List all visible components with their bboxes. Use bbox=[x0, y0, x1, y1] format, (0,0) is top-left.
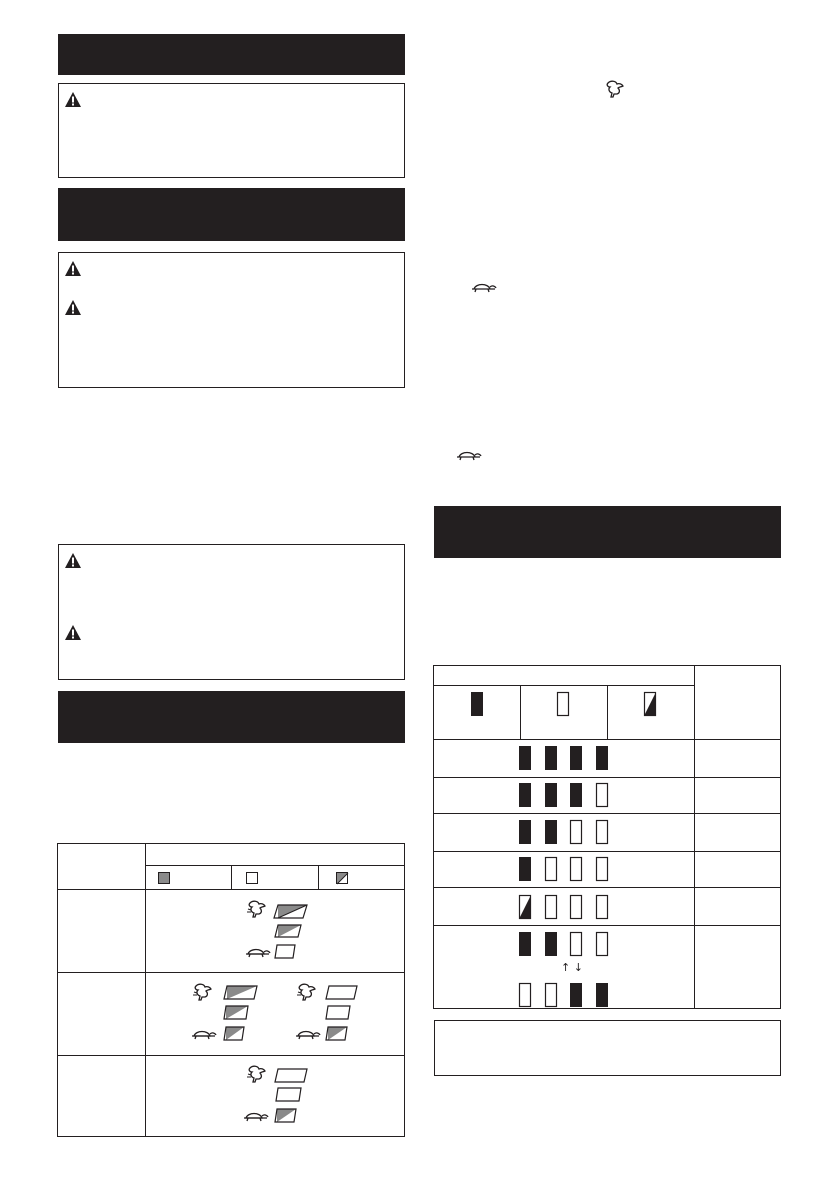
indicator-half-gray bbox=[224, 986, 257, 999]
section-header-bar-1 bbox=[58, 34, 405, 75]
warning-icon bbox=[65, 625, 81, 640]
warning-box-3 bbox=[58, 544, 405, 680]
indicator-half-gray bbox=[275, 1109, 296, 1122]
indicator-white bbox=[276, 1088, 301, 1101]
legend-blinking-lamp bbox=[644, 692, 656, 716]
indicator-half-gray bbox=[224, 1006, 248, 1019]
legend-lit-lamp bbox=[471, 692, 483, 716]
battery-row bbox=[519, 783, 608, 807]
section-header-bar-2 bbox=[58, 188, 405, 241]
indicator-half-gray bbox=[224, 1027, 244, 1040]
alternating-arrows: ↑ ↓ bbox=[561, 961, 583, 974]
section-header-bar-4 bbox=[434, 506, 781, 558]
legend-half-swatch bbox=[337, 873, 349, 885]
indicator-white bbox=[326, 1006, 350, 1019]
warning-box-1 bbox=[58, 83, 405, 178]
legend-white-swatch bbox=[247, 873, 258, 884]
indicator-white bbox=[275, 945, 295, 958]
warning-icon bbox=[65, 261, 81, 276]
turtle-icon bbox=[471, 280, 497, 294]
indicator-white bbox=[326, 986, 357, 999]
legend-off-lamp bbox=[558, 693, 569, 716]
warning-box-2 bbox=[58, 252, 405, 388]
rabbit-icon bbox=[605, 80, 627, 100]
indicator-half-gray bbox=[274, 905, 307, 918]
battery-indicator-table bbox=[433, 665, 783, 1010]
turtle-icon bbox=[456, 448, 482, 462]
warning-icon bbox=[65, 553, 81, 568]
section-header-bar-3 bbox=[58, 691, 405, 743]
indicator-half-gray bbox=[275, 925, 301, 937]
battery-row bbox=[519, 746, 608, 770]
battery-row bbox=[519, 820, 608, 844]
warning-icon bbox=[65, 300, 81, 315]
note-box bbox=[434, 1020, 781, 1076]
battery-row bbox=[519, 857, 608, 881]
battery-row bbox=[519, 932, 608, 1007]
mode-indicator-table bbox=[57, 843, 407, 1138]
indicator-half-gray bbox=[326, 1027, 347, 1040]
legend-gray-swatch bbox=[159, 873, 170, 884]
warning-icon bbox=[65, 92, 81, 107]
battery-row bbox=[519, 895, 608, 919]
indicator-white bbox=[275, 1069, 307, 1082]
